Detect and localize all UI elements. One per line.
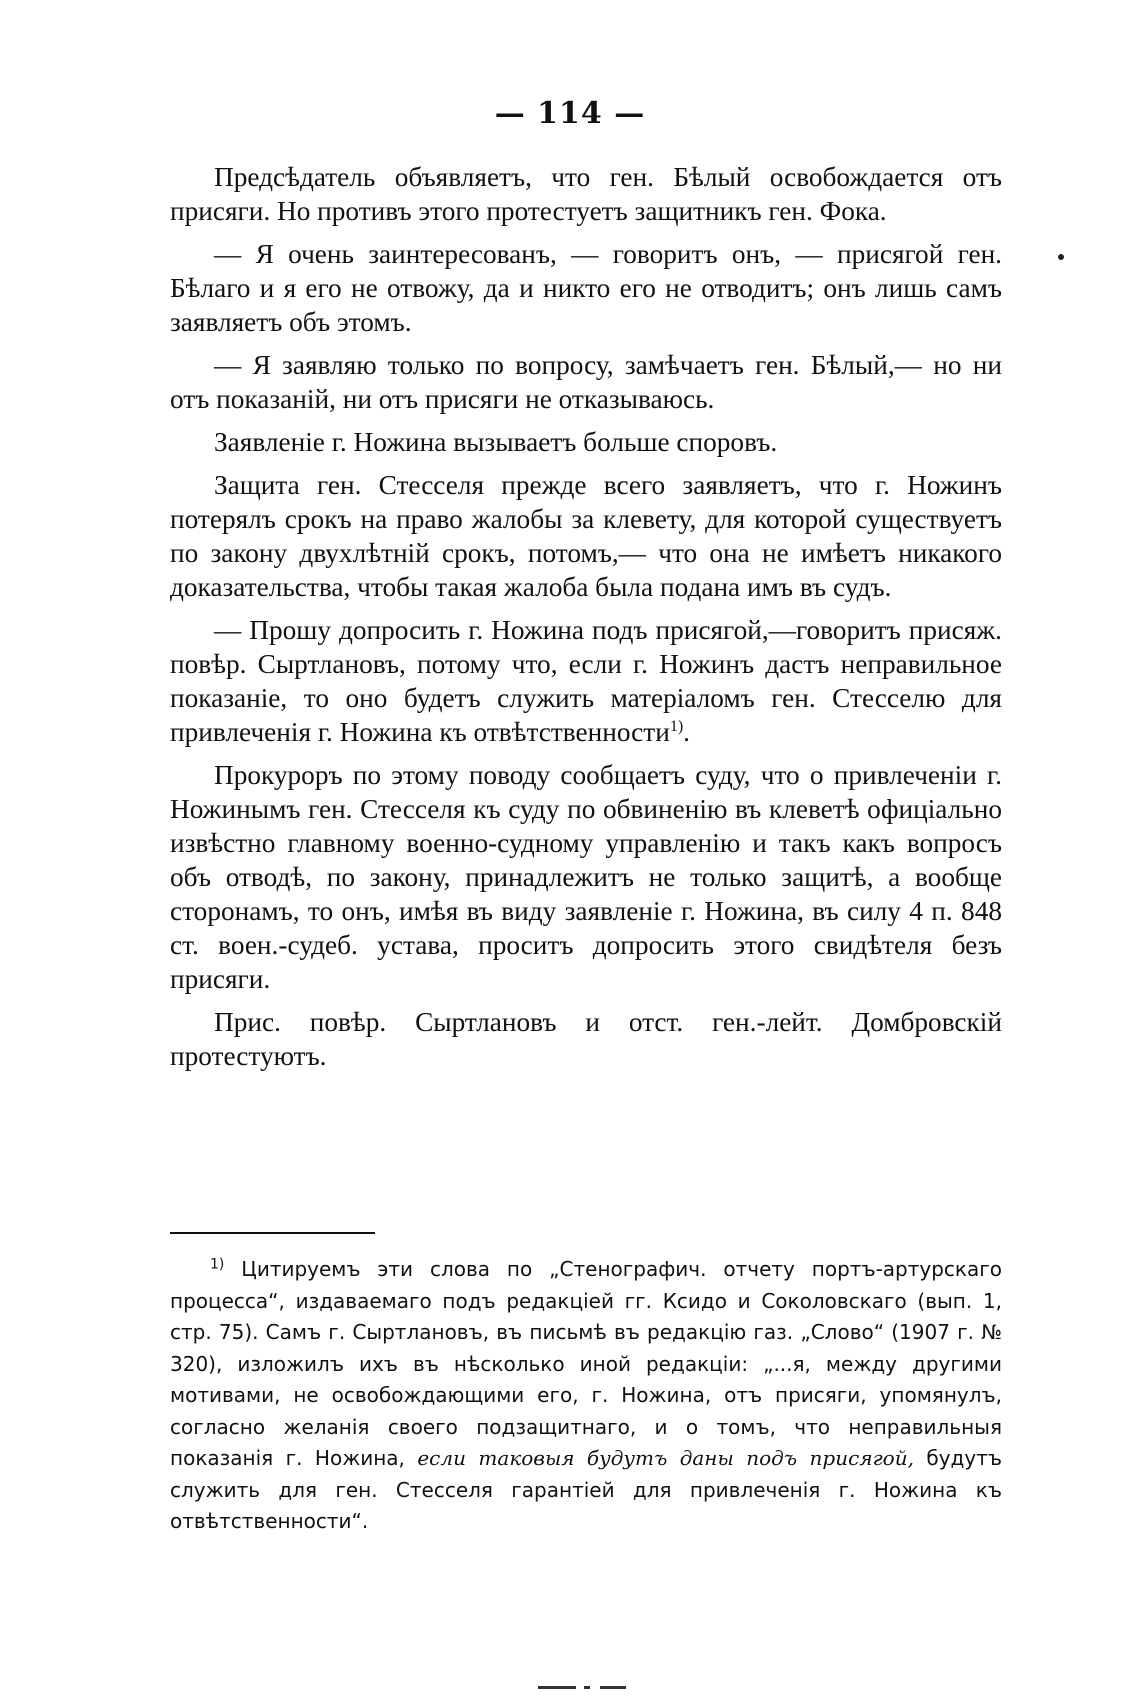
paragraph-3-text: — Я заявляю только по вопросу, замѣчаетъ ген. Бѣлый,— но ни отъ показаній, ни отъ присяги не отказываюсь. [170, 350, 1002, 414]
paragraph-6-suffix: . [683, 717, 690, 747]
paragraph-5-text: Защита ген. Стесселя прежде всего заявляетъ, что г. Ножинъ потерялъ срокъ на право жалобы за клевету, для которой существуетъ по закону двухлѣтній срокъ, потомъ,— что она не имѣетъ никакого доказательства, чтобы такая жалоба была подана имъ въ судъ. [170, 470, 1002, 602]
paragraph-2 [170, 237, 1002, 339]
main-text [170, 160, 1002, 1082]
paragraph-3 [170, 348, 1002, 416]
footnote [170, 1254, 1002, 1538]
footnote-text-after: будутъ служить для ген. Стесселя гарантіей для привлеченія г. Ножина къ отвѣтственности“. [170, 1446, 1003, 1533]
paragraph-1 [170, 160, 1002, 228]
paragraph-4-text: Заявленіе г. Ножина вызываетъ больше споровъ. [214, 427, 778, 457]
paragraph-8-text: Прис. повѣр. Сыртлановъ и отст. ген.-лейт. Домбровскій протестуютъ. [170, 1007, 1002, 1071]
paragraph-4 [170, 425, 1002, 459]
paragraph-6 [170, 613, 1002, 749]
paragraph-2-text: — Я очень заинтересованъ, — говоритъ онъ, — присягой ген. Бѣлаго и я его не отвожу, да и никто его не отводитъ; онъ лишь самъ заявляетъ объ этомъ. [170, 239, 1002, 337]
footnote-italic-text: если таковыя будутъ даны подъ присягой, [417, 1446, 914, 1470]
stray-ink-dot [1058, 254, 1064, 260]
bottom-print-marks [538, 1686, 628, 1691]
paragraph-1-text: Предсѣдатель объявляетъ, что ген. Бѣлый освобождается отъ присяги. Но противъ этого протестуетъ защитникъ ген. Фока. [170, 162, 1002, 226]
paragraph-8 [170, 1005, 1002, 1073]
footnote-divider [170, 1232, 375, 1234]
paragraph-7 [170, 758, 1002, 996]
footnote-text-before: Цитируемъ эти слова по „Стенографич. отчету портъ-артурскаго процесса“, издаваемаго подъ редакціей гг. Ксидо и Соколовскаго (вып. 1, стр. 75). Самъ г. Сыртлановъ, въ письмѣ въ редакцію газ. „Слово“ (1907 г. № 320), изложилъ ихъ въ нѣсколько иной редакціи: „...я, между другими мотивами, не освобождающими его, г. Ножина, отъ присяги, упомянулъ, согласно желанія своего подзащитнаго, и о томъ, что неправильныя показанія г. Ножина, [170, 1257, 1003, 1470]
paragraph-6-text: — Прошу допросить г. Ножина подъ присягой,—говоритъ присяж. повѣр. Сыртлановъ, потому что, если г. Ножинъ дастъ неправильное показаніе, то оно будетъ служить матеріаломъ ген. Стесселю для привлеченія г. Ножина къ отвѣтственности [170, 615, 1002, 747]
footnote-reference[interactable]: 1) [669, 717, 684, 735]
footnote-mark: 1) [210, 1256, 225, 1273]
paragraph-5 [170, 468, 1002, 604]
page-number: — 114 — [494, 96, 646, 131]
paragraph-7-text: Прокуроръ по этому поводу сообщаетъ суду, что о привлеченіи г. Ножинымъ ген. Стесселя къ суду по обвиненію въ клеветѣ офиціально извѣстно главному военно-судному управленію и такъ какъ вопросъ объ отводѣ, по закону, принадлежитъ не только защитѣ, а вообще сторонамъ, то онъ, имѣя въ виду заявленіе г. Ножина, въ силу 4 п. 848 ст. воен.-судеб. устава, проситъ допросить этого свидѣтеля безъ присяги. [170, 760, 1002, 994]
